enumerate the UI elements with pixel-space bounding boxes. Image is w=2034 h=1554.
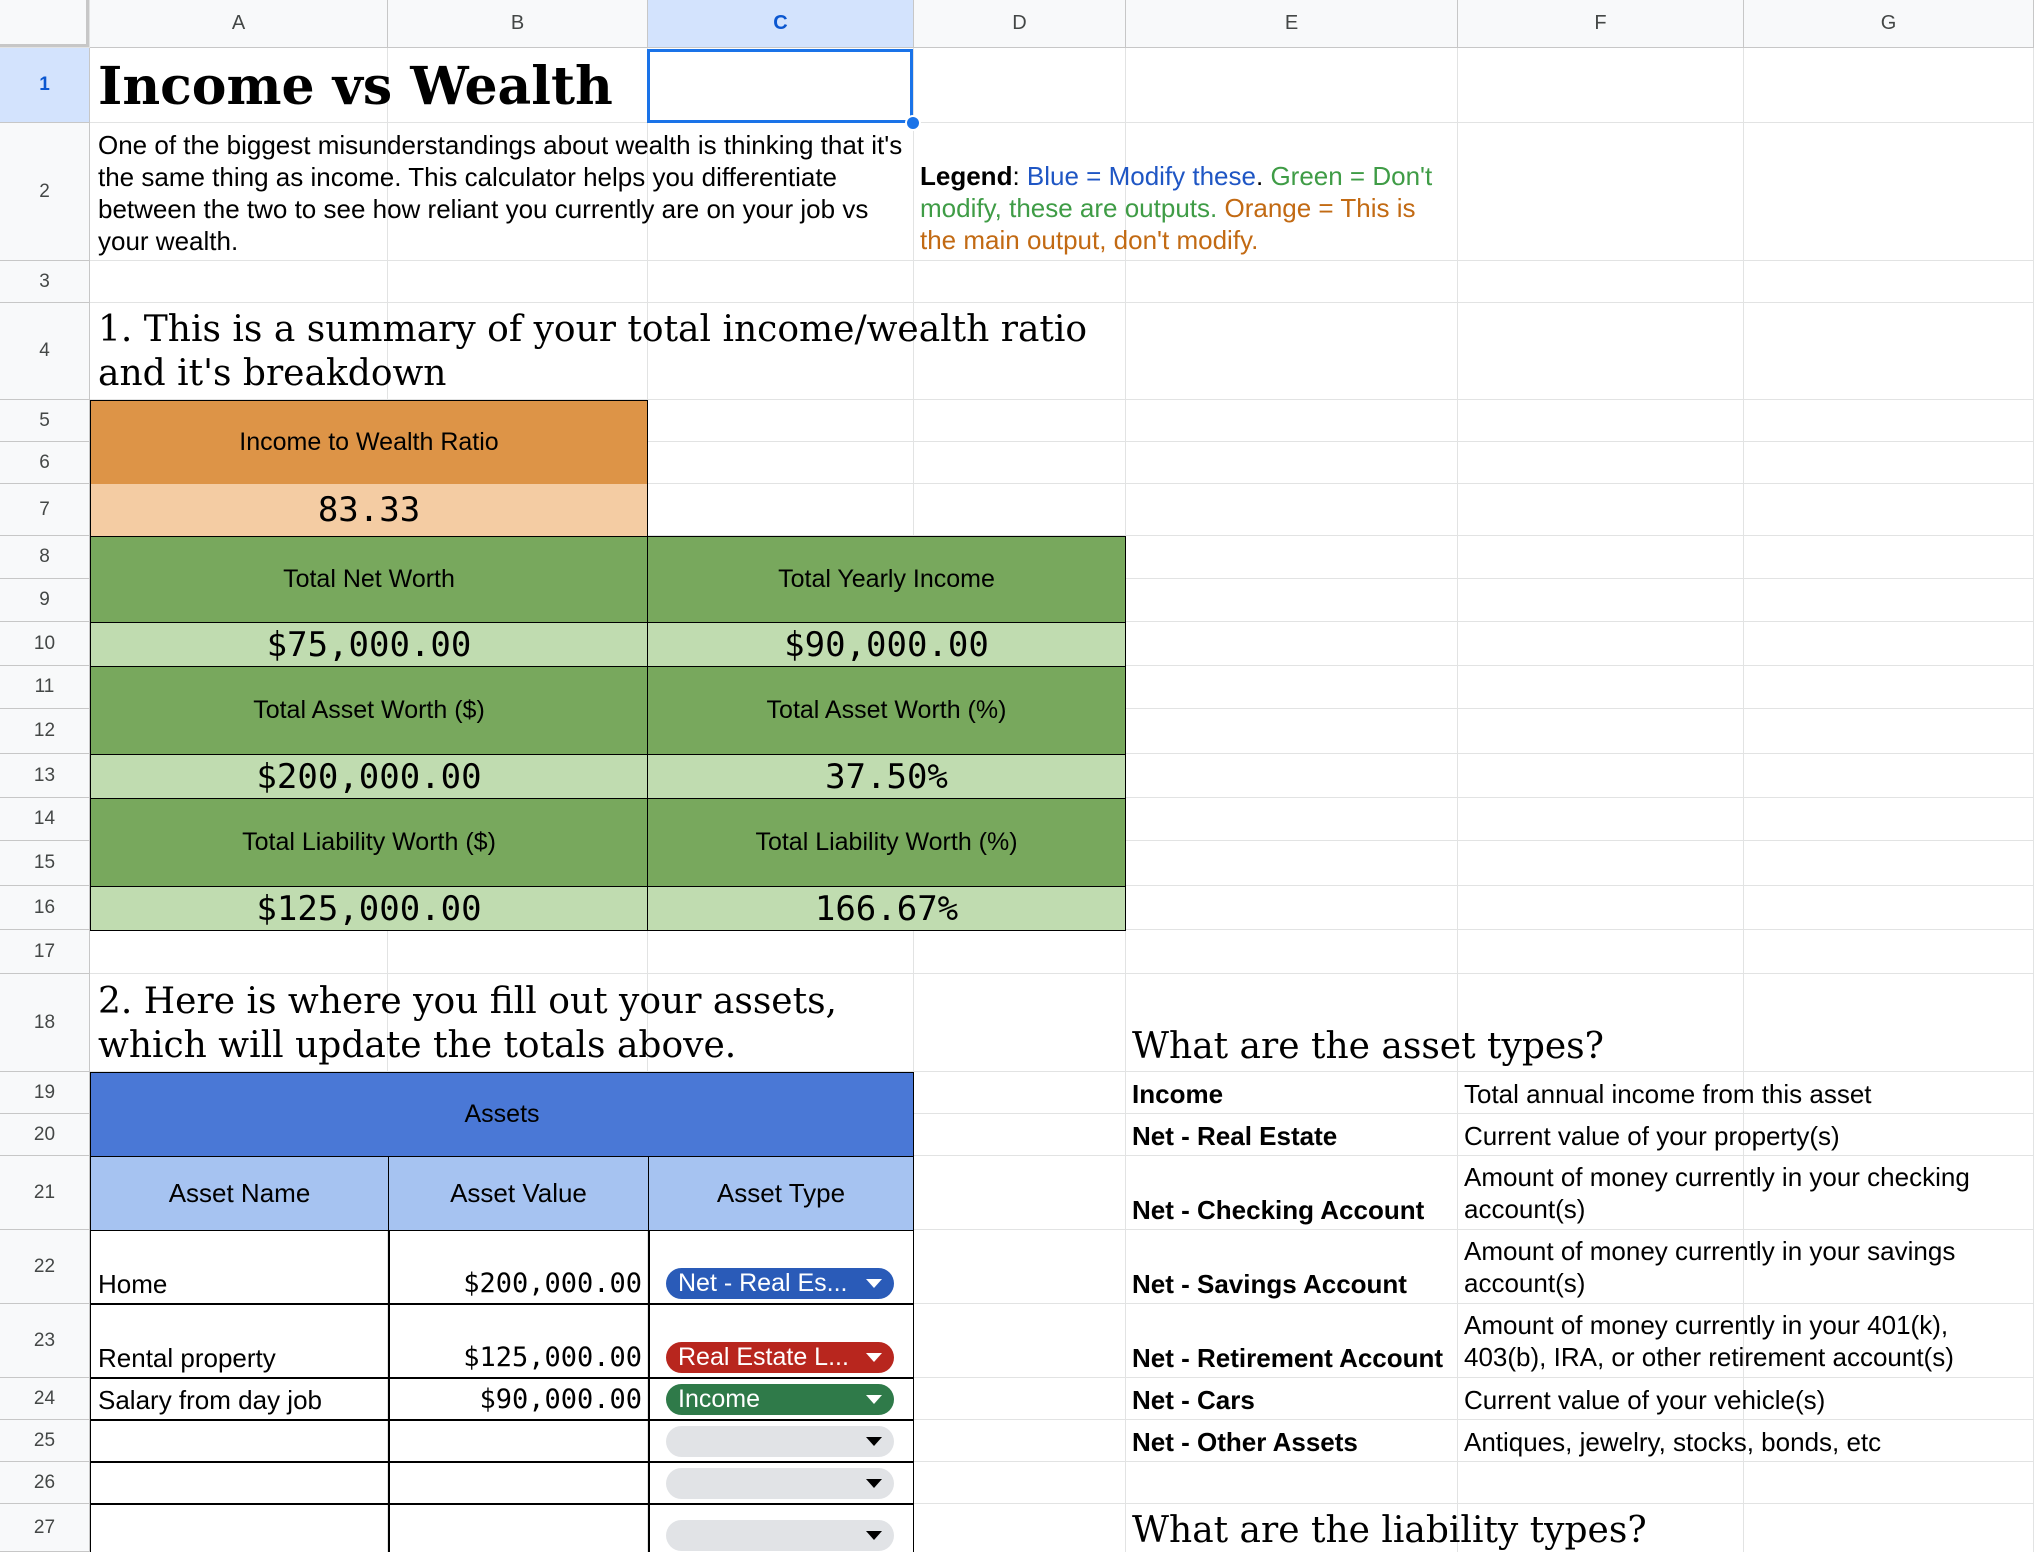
row-header-16[interactable]: 16 xyxy=(0,886,90,930)
selected-cell-c1[interactable] xyxy=(647,49,913,123)
liability-worth-label: Total Liability Worth ($) xyxy=(242,828,496,856)
row-header-6[interactable]: 6 xyxy=(0,442,90,484)
chevron-down-icon xyxy=(866,1479,882,1488)
asset-type-rental-label: Real Estate L... xyxy=(678,1343,849,1371)
asset-worth-value-cell[interactable] xyxy=(90,754,648,799)
asset-type-header[interactable] xyxy=(648,1156,914,1231)
column-header-d[interactable]: D xyxy=(914,0,1126,48)
asset-type-salary-label: Income xyxy=(678,1385,760,1413)
asset-type-desc-other[interactable]: Antiques, jewelry, stocks, bonds, etc xyxy=(1464,1427,1882,1457)
asset-value-header[interactable] xyxy=(388,1156,649,1231)
asset-worth-label-cell[interactable] xyxy=(90,666,648,755)
asset-type-dropdown-empty-3[interactable] xyxy=(666,1520,894,1551)
grid-hline xyxy=(0,260,2034,261)
asset-name-rental[interactable]: Rental property xyxy=(98,1343,276,1373)
chevron-down-icon xyxy=(866,1395,882,1404)
row-header-27[interactable]: 27 xyxy=(0,1504,90,1552)
asset-pct-value-cell[interactable] xyxy=(647,754,1126,799)
grid-hline xyxy=(0,122,2034,123)
asset-worth-label: Total Asset Worth ($) xyxy=(253,696,485,724)
section1-heading[interactable]: 1. This is a summary of your total income/wealth ratio and it's breakdown xyxy=(98,309,1088,394)
asset-pct-label-cell[interactable] xyxy=(647,666,1126,755)
column-header-b[interactable]: B xyxy=(388,0,648,48)
column-header-a[interactable]: A xyxy=(90,0,388,48)
liability-worth-value-cell[interactable] xyxy=(90,886,648,931)
asset-type-name-other[interactable]: Net - Other Assets xyxy=(1132,1427,1358,1457)
row-header-14[interactable]: 14 xyxy=(0,798,90,841)
grid-hline xyxy=(0,973,2034,974)
row-header-17[interactable]: 17 xyxy=(0,930,90,974)
asset-type-dropdown-salary[interactable] xyxy=(666,1384,894,1415)
asset-type-name-income[interactable]: Income xyxy=(1132,1079,1224,1109)
legend-colon: : xyxy=(1012,161,1027,191)
asset-type-name-real-estate[interactable]: Net - Real Estate xyxy=(1132,1121,1338,1151)
asset-type-desc-income[interactable]: Total annual income from this asset xyxy=(1464,1079,1872,1109)
asset-pct-value: 37.50% xyxy=(825,756,948,797)
asset-pct-label: Total Asset Worth (%) xyxy=(766,696,1007,724)
asset-worth-value: $200,000.00 xyxy=(256,756,482,797)
asset-type-dropdown-empty-1[interactable] xyxy=(666,1426,894,1457)
column-header-e[interactable]: E xyxy=(1126,0,1458,48)
row-header-9[interactable]: 9 xyxy=(0,579,90,622)
column-header-c[interactable]: C xyxy=(648,0,914,48)
asset-type-desc-real-estate[interactable]: Current value of your property(s) xyxy=(1464,1121,1840,1151)
row-header-18[interactable]: 18 xyxy=(0,974,90,1072)
yearly-income-label-cell[interactable] xyxy=(647,536,1126,623)
row-header-22[interactable]: 22 xyxy=(0,1230,90,1304)
asset-type-home-label: Net - Real Es... xyxy=(678,1269,848,1297)
liability-pct-label: Total Liability Worth (%) xyxy=(755,828,1018,856)
chevron-down-icon xyxy=(866,1531,882,1540)
asset-type-header-label: Asset Type xyxy=(716,1178,846,1208)
asset-type-desc-cars[interactable]: Current value of your vehicle(s) xyxy=(1464,1385,1826,1415)
liability-types-heading[interactable]: What are the liability types? xyxy=(1132,1510,1647,1551)
yearly-income-value: $90,000.00 xyxy=(784,624,989,665)
row-header-15[interactable]: 15 xyxy=(0,841,90,886)
asset-value-home[interactable]: $200,000.00 xyxy=(463,1268,642,1299)
legend-green: Green = Don't modify, these are outputs. xyxy=(920,161,1433,223)
yearly-income-label: Total Yearly Income xyxy=(778,565,995,593)
assets-row-divider-1 xyxy=(90,1303,914,1305)
liability-pct-label-cell[interactable] xyxy=(647,798,1126,887)
row-header-10[interactable]: 10 xyxy=(0,622,90,666)
asset-type-dropdown-home[interactable] xyxy=(666,1268,894,1299)
asset-types-heading[interactable]: What are the asset types? xyxy=(1132,1026,1604,1067)
row-header-3[interactable]: 3 xyxy=(0,261,90,303)
net-worth-label: Total Net Worth xyxy=(283,565,455,593)
grid-hline xyxy=(0,302,2034,303)
liability-worth-value: $125,000.00 xyxy=(256,888,482,929)
select-all-corner[interactable] xyxy=(0,0,90,48)
row-header-21[interactable]: 21 xyxy=(0,1156,90,1230)
assets-row-divider-2 xyxy=(90,1377,914,1379)
asset-type-desc-retirement[interactable]: Amount of money currently in your 401(k), 403(b), IRA, or other retirement account(s) xyxy=(1464,1310,1954,1372)
ratio-value-cell[interactable] xyxy=(90,484,648,537)
row-header-1[interactable]: 1 xyxy=(0,48,90,123)
asset-value-rental[interactable]: $125,000.00 xyxy=(463,1342,642,1373)
asset-name-header[interactable] xyxy=(90,1156,389,1231)
legend-orange: Orange = This is the main output, don't modify. xyxy=(920,193,1416,255)
ratio-value: 83.33 xyxy=(317,490,421,530)
asset-name-home[interactable]: Home xyxy=(98,1269,168,1299)
assets-table-title: Assets xyxy=(464,1100,540,1128)
asset-name-header-label: Asset Name xyxy=(168,1178,311,1208)
asset-type-name-savings[interactable]: Net - Savings Account xyxy=(1132,1269,1407,1299)
liability-worth-label-cell[interactable] xyxy=(90,798,648,887)
row-header-20[interactable]: 20 xyxy=(0,1114,90,1156)
grid-vline xyxy=(1457,0,1458,1552)
liability-pct-value-cell[interactable] xyxy=(647,886,1126,931)
chevron-down-icon xyxy=(866,1437,882,1446)
ratio-label: Income to Wealth Ratio xyxy=(239,428,499,456)
row-header-5[interactable]: 5 xyxy=(0,400,90,442)
legend-label: Legend xyxy=(920,161,1013,191)
liability-pct-value: 166.67% xyxy=(814,888,959,929)
legend-blue: Blue = Modify these xyxy=(1026,161,1256,191)
page-title[interactable]: Income vs Wealth xyxy=(98,56,613,117)
assets-row-divider-4 xyxy=(90,1461,914,1463)
chevron-down-icon xyxy=(866,1353,882,1362)
net-worth-label-cell[interactable] xyxy=(90,536,648,623)
row-header-26[interactable]: 26 xyxy=(0,1462,90,1504)
row-header-24[interactable]: 24 xyxy=(0,1378,90,1420)
yearly-income-value-cell[interactable] xyxy=(647,622,1126,667)
column-header-g[interactable]: G xyxy=(1744,0,2034,48)
asset-type-dropdown-empty-2[interactable] xyxy=(666,1468,894,1499)
row-header-13[interactable]: 13 xyxy=(0,754,90,798)
assets-row-divider-5 xyxy=(90,1503,914,1505)
row-header-7[interactable]: 7 xyxy=(0,484,90,536)
net-worth-value: $75,000.00 xyxy=(266,624,472,665)
asset-type-name-cars[interactable]: Net - Cars xyxy=(1132,1385,1255,1415)
row-header-19[interactable]: 19 xyxy=(0,1072,90,1114)
row-header-2[interactable]: 2 xyxy=(0,123,90,261)
row-header-12[interactable]: 12 xyxy=(0,709,90,754)
asset-type-name-retirement[interactable]: Net - Retirement Account xyxy=(1132,1343,1444,1373)
assets-row-divider-3 xyxy=(90,1419,914,1421)
assets-table-title-cell[interactable] xyxy=(90,1072,914,1157)
asset-value-header-label: Asset Value xyxy=(450,1178,587,1208)
chevron-down-icon xyxy=(866,1279,882,1288)
asset-value-salary[interactable]: $90,000.00 xyxy=(479,1384,642,1415)
legend-text[interactable] xyxy=(920,160,1440,256)
asset-type-dropdown-rental[interactable] xyxy=(666,1342,894,1373)
column-header-f[interactable]: F xyxy=(1458,0,1744,48)
row-header-4[interactable]: 4 xyxy=(0,303,90,400)
asset-type-name-checking[interactable]: Net - Checking Account xyxy=(1132,1195,1425,1225)
row-header-25[interactable]: 25 xyxy=(0,1420,90,1462)
asset-type-desc-checking[interactable]: Amount of money currently in your checking account(s) xyxy=(1464,1162,1970,1224)
net-worth-value-cell[interactable] xyxy=(90,622,648,667)
row-header-11[interactable]: 11 xyxy=(0,666,90,709)
row-header-23[interactable]: 23 xyxy=(0,1304,90,1378)
legend-dot: . xyxy=(1255,161,1271,191)
asset-name-salary[interactable]: Salary from day job xyxy=(98,1385,322,1415)
ratio-label-cell[interactable] xyxy=(90,400,648,485)
section2-heading[interactable]: 2. Here is where you fill out your assets, which will update the totals above. xyxy=(98,981,837,1066)
intro-text[interactable]: One of the biggest misunderstandings about wealth is thinking that it's the same thing as income. This calculator helps you differentiate between the two to see how reliant you currently are on your job vs your wealth. xyxy=(98,130,903,256)
asset-type-desc-savings[interactable]: Amount of money currently in your savings account(s) xyxy=(1464,1236,1956,1298)
row-header-8[interactable]: 8 xyxy=(0,536,90,579)
